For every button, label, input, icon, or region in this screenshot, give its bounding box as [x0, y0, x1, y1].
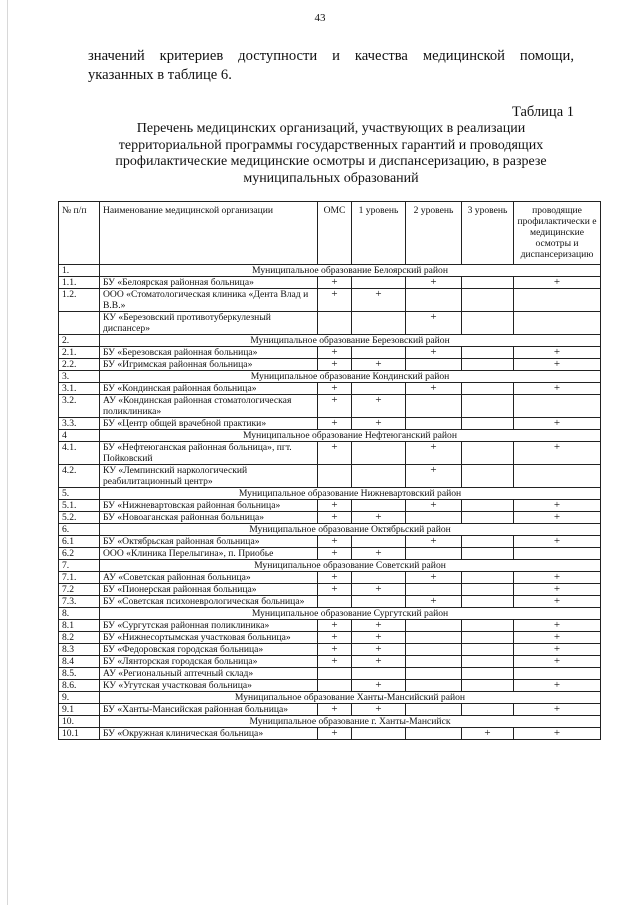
table-row	[59, 312, 601, 335]
oms-cell: +	[318, 572, 352, 584]
section-title: Муниципальное образование Кондинский район	[100, 371, 601, 383]
row-number: 9.1	[59, 704, 100, 716]
table-row	[59, 536, 601, 548]
level-2-cell: +	[406, 536, 462, 548]
level-3-cell	[462, 620, 514, 632]
table-row	[59, 512, 601, 524]
oms-cell: +	[318, 395, 352, 418]
level-2-cell	[406, 548, 462, 560]
section-number: 1.	[59, 265, 100, 277]
page-edge-line	[7, 0, 8, 905]
level-3-cell	[462, 548, 514, 560]
level-3-cell	[462, 512, 514, 524]
org-name: БУ «Игримская районная больница»	[100, 359, 318, 371]
level-1-cell: +	[352, 620, 406, 632]
section-title: Муниципальное образование г. Ханты-Мансийск	[100, 716, 601, 728]
section-number: 4	[59, 430, 100, 442]
level-1-cell	[352, 465, 406, 488]
header-prophylactic: проводящие профилактически е медицинские осмотры и диспансеризацию	[514, 202, 601, 265]
level-2-cell: +	[406, 312, 462, 335]
org-name: КУ «Лемпинский наркологический реабилитационный центр»	[100, 465, 318, 488]
prophylactic-cell: +	[514, 359, 601, 371]
level-1-cell: +	[352, 680, 406, 692]
table-title: Перечень медицинских организаций, участвующих в реализации территориальной программы государственных гарантий и проводящих профилактические медицинские осмотры и диспансеризацию, в разрезе муниципальных образований	[115, 121, 547, 186]
table-row	[59, 418, 601, 430]
table-row	[59, 596, 601, 608]
section-row	[59, 371, 601, 383]
table-row	[59, 704, 601, 716]
prophylactic-cell: +	[514, 277, 601, 289]
header-level-1: 1 уровень	[352, 202, 406, 265]
section-row	[59, 560, 601, 572]
level-2-cell	[406, 289, 462, 312]
level-3-cell	[462, 632, 514, 644]
oms-cell: +	[318, 632, 352, 644]
table-row	[59, 500, 601, 512]
section-number: 6.	[59, 524, 100, 536]
row-number: 6.1	[59, 536, 100, 548]
oms-cell: +	[318, 347, 352, 359]
section-title: Муниципальное образование Сургутский район	[100, 608, 601, 620]
section-row	[59, 265, 601, 277]
section-row	[59, 430, 601, 442]
prophylactic-cell: +	[514, 418, 601, 430]
org-name: БУ «Нижнесортымская участковая больница»	[100, 632, 318, 644]
org-name: БУ «Белоярская районная больница»	[100, 277, 318, 289]
section-title: Муниципальное образование Нефтеюганский район	[100, 430, 601, 442]
level-3-cell	[462, 277, 514, 289]
level-2-cell: +	[406, 500, 462, 512]
section-title: Муниципальное образование Нижневартовский район	[100, 488, 601, 500]
level-3-cell	[462, 656, 514, 668]
intro-line-2: указанных в таблице 6.	[88, 67, 232, 83]
row-number: 4.1.	[59, 442, 100, 465]
level-3-cell	[462, 465, 514, 488]
section-number: 9.	[59, 692, 100, 704]
table-row	[59, 728, 601, 740]
row-number	[59, 312, 100, 335]
level-2-cell	[406, 418, 462, 430]
oms-cell: +	[318, 536, 352, 548]
oms-cell: +	[318, 418, 352, 430]
prophylactic-cell: +	[514, 584, 601, 596]
section-row	[59, 488, 601, 500]
org-name: БУ «Нефтеюганская районная больница», пгт. Пойковский	[100, 442, 318, 465]
prophylactic-cell: +	[514, 536, 601, 548]
row-number: 1.1.	[59, 277, 100, 289]
org-name: АУ «Кондинская районная стоматологическая поликлиника»	[100, 395, 318, 418]
table-row	[59, 347, 601, 359]
level-2-cell: +	[406, 347, 462, 359]
prophylactic-cell: +	[514, 596, 601, 608]
row-number: 5.1.	[59, 500, 100, 512]
page-number: 43	[314, 12, 326, 24]
section-row	[59, 524, 601, 536]
row-number: 2.2.	[59, 359, 100, 371]
level-2-cell	[406, 512, 462, 524]
row-number: 7.1.	[59, 572, 100, 584]
table-row	[59, 668, 601, 680]
row-number: 8.1	[59, 620, 100, 632]
prophylactic-cell: +	[514, 680, 601, 692]
section-number: 7.	[59, 560, 100, 572]
org-name: ООО «Клиника Перелыгина», п. Приобье	[100, 548, 318, 560]
org-name: БУ «Кондинская районная больница»	[100, 383, 318, 395]
table-row	[59, 289, 601, 312]
level-3-cell	[462, 536, 514, 548]
level-1-cell: +	[352, 359, 406, 371]
prophylactic-cell: +	[514, 572, 601, 584]
level-1-cell: +	[352, 289, 406, 312]
oms-cell	[318, 668, 352, 680]
table-header-row	[59, 202, 601, 265]
prophylactic-cell: +	[514, 632, 601, 644]
intro-line-1: значений критериев доступности и качества медицинской помощи,	[88, 48, 574, 64]
org-name: БУ «Березовская районная больница»	[100, 347, 318, 359]
oms-cell: +	[318, 277, 352, 289]
level-1-cell: +	[352, 418, 406, 430]
level-1-cell: +	[352, 704, 406, 716]
prophylactic-cell: +	[514, 383, 601, 395]
header-name: Наименование медицинской организации	[100, 202, 318, 265]
level-3-cell	[462, 668, 514, 680]
level-2-cell: +	[406, 572, 462, 584]
row-number: 8.4	[59, 656, 100, 668]
table-row	[59, 680, 601, 692]
oms-cell: +	[318, 289, 352, 312]
table-row	[59, 572, 601, 584]
section-row	[59, 692, 601, 704]
level-3-cell	[462, 644, 514, 656]
org-name: БУ «Советская психоневрологическая больница»	[100, 596, 318, 608]
level-1-cell	[352, 536, 406, 548]
org-name: БУ «Октябрьская районная больница»	[100, 536, 318, 548]
org-name: БУ «Центр общей врачебной практики»	[100, 418, 318, 430]
table-row	[59, 584, 601, 596]
level-3-cell: +	[462, 728, 514, 740]
level-2-cell: +	[406, 442, 462, 465]
level-1-cell	[352, 728, 406, 740]
section-title: Муниципальное образование Березовский район	[100, 335, 601, 347]
level-1-cell	[352, 383, 406, 395]
row-number: 8.3	[59, 644, 100, 656]
section-number: 10.	[59, 716, 100, 728]
section-number: 2.	[59, 335, 100, 347]
level-2-cell	[406, 584, 462, 596]
level-2-cell: +	[406, 277, 462, 289]
org-name: БУ «Лянторская городская больница»	[100, 656, 318, 668]
section-title: Муниципальное образование Советский район	[100, 560, 601, 572]
level-1-cell	[352, 572, 406, 584]
level-1-cell	[352, 277, 406, 289]
oms-cell	[318, 465, 352, 488]
intro-paragraph	[88, 47, 574, 85]
row-number: 2.1.	[59, 347, 100, 359]
prophylactic-cell	[514, 465, 601, 488]
section-title: Муниципальное образование Октябрьский район	[100, 524, 601, 536]
prophylactic-cell: +	[514, 644, 601, 656]
level-1-cell	[352, 668, 406, 680]
level-3-cell	[462, 704, 514, 716]
level-1-cell: +	[352, 548, 406, 560]
level-2-cell: +	[406, 465, 462, 488]
section-number: 8.	[59, 608, 100, 620]
row-number: 3.3.	[59, 418, 100, 430]
organizations-table	[58, 201, 601, 740]
prophylactic-cell: +	[514, 512, 601, 524]
org-name: БУ «Новоаганская районная больница»	[100, 512, 318, 524]
oms-cell: +	[318, 620, 352, 632]
table-row	[59, 644, 601, 656]
table-row	[59, 465, 601, 488]
table-number: Таблица 1	[511, 104, 574, 120]
oms-cell	[318, 680, 352, 692]
section-title: Муниципальное образование Ханты-Мансийский район	[100, 692, 601, 704]
section-number: 3.	[59, 371, 100, 383]
header-num: № п/п	[59, 202, 100, 265]
table-row	[59, 442, 601, 465]
level-2-cell	[406, 680, 462, 692]
level-1-cell: +	[352, 644, 406, 656]
level-1-cell: +	[352, 656, 406, 668]
level-2-cell	[406, 668, 462, 680]
table-row	[59, 359, 601, 371]
org-name: АУ «Региональный аптечный склад»	[100, 668, 318, 680]
level-3-cell	[462, 680, 514, 692]
row-number: 8.2	[59, 632, 100, 644]
level-1-cell	[352, 596, 406, 608]
prophylactic-cell	[514, 395, 601, 418]
prophylactic-cell	[514, 312, 601, 335]
level-1-cell	[352, 312, 406, 335]
level-2-cell	[406, 395, 462, 418]
prophylactic-cell: +	[514, 704, 601, 716]
header-level-3: 3 уровень	[462, 202, 514, 265]
org-name: БУ «Ханты-Мансийская районная больница»	[100, 704, 318, 716]
oms-cell	[318, 312, 352, 335]
row-number: 3.2.	[59, 395, 100, 418]
level-3-cell	[462, 584, 514, 596]
oms-cell: +	[318, 704, 352, 716]
level-2-cell	[406, 359, 462, 371]
org-name: КУ «Угутская участковая больница»	[100, 680, 318, 692]
prophylactic-cell: +	[514, 347, 601, 359]
section-row	[59, 335, 601, 347]
org-name: БУ «Окружная клиническая больница»	[100, 728, 318, 740]
level-3-cell	[462, 359, 514, 371]
prophylactic-cell: +	[514, 500, 601, 512]
level-2-cell: +	[406, 596, 462, 608]
org-name: БУ «Сургутская районная поликлиника»	[100, 620, 318, 632]
level-2-cell	[406, 632, 462, 644]
level-3-cell	[462, 395, 514, 418]
level-3-cell	[462, 500, 514, 512]
row-number: 1.2.	[59, 289, 100, 312]
prophylactic-cell: +	[514, 656, 601, 668]
org-name: ООО «Стоматологическая клиника «Дента Влад и В.В.»	[100, 289, 318, 312]
org-name: БУ «Нижневартовская районная больница»	[100, 500, 318, 512]
prophylactic-cell: +	[514, 442, 601, 465]
section-row	[59, 716, 601, 728]
level-1-cell: +	[352, 395, 406, 418]
oms-cell: +	[318, 500, 352, 512]
prophylactic-cell: +	[514, 728, 601, 740]
table-row	[59, 632, 601, 644]
level-1-cell	[352, 347, 406, 359]
oms-cell: +	[318, 442, 352, 465]
level-3-cell	[462, 347, 514, 359]
oms-cell: +	[318, 512, 352, 524]
table-row	[59, 383, 601, 395]
level-3-cell	[462, 596, 514, 608]
level-3-cell	[462, 572, 514, 584]
level-2-cell: +	[406, 383, 462, 395]
level-3-cell	[462, 418, 514, 430]
oms-cell: +	[318, 548, 352, 560]
oms-cell: +	[318, 644, 352, 656]
row-number: 10.1	[59, 728, 100, 740]
level-1-cell: +	[352, 632, 406, 644]
level-3-cell	[462, 312, 514, 335]
oms-cell: +	[318, 584, 352, 596]
prophylactic-cell	[514, 289, 601, 312]
level-1-cell	[352, 442, 406, 465]
row-number: 6.2	[59, 548, 100, 560]
org-name: БУ «Федоровская городская больница»	[100, 644, 318, 656]
table-row	[59, 548, 601, 560]
level-1-cell: +	[352, 512, 406, 524]
oms-cell: +	[318, 656, 352, 668]
table-row	[59, 620, 601, 632]
row-number: 4.2.	[59, 465, 100, 488]
oms-cell	[318, 596, 352, 608]
section-row	[59, 608, 601, 620]
level-1-cell	[352, 500, 406, 512]
prophylactic-cell	[514, 548, 601, 560]
oms-cell: +	[318, 728, 352, 740]
row-number: 5.2.	[59, 512, 100, 524]
level-2-cell	[406, 620, 462, 632]
level-2-cell	[406, 728, 462, 740]
level-3-cell	[462, 383, 514, 395]
prophylactic-cell: +	[514, 620, 601, 632]
level-2-cell	[406, 704, 462, 716]
level-2-cell	[406, 644, 462, 656]
org-name: КУ «Березовский противотуберкулезный диспансер»	[100, 312, 318, 335]
table-row	[59, 277, 601, 289]
row-number: 3.1.	[59, 383, 100, 395]
oms-cell: +	[318, 359, 352, 371]
row-number: 7.3.	[59, 596, 100, 608]
section-number: 5.	[59, 488, 100, 500]
row-number: 8.6.	[59, 680, 100, 692]
prophylactic-cell	[514, 668, 601, 680]
row-number: 8.5.	[59, 668, 100, 680]
level-2-cell	[406, 656, 462, 668]
table-row	[59, 395, 601, 418]
org-name: БУ «Пионерская районная больница»	[100, 584, 318, 596]
org-name: АУ «Советская районная больница»	[100, 572, 318, 584]
level-1-cell: +	[352, 584, 406, 596]
table-body	[59, 265, 601, 740]
level-3-cell	[462, 289, 514, 312]
oms-cell: +	[318, 383, 352, 395]
table-row	[59, 656, 601, 668]
section-title: Муниципальное образование Белоярский район	[100, 265, 601, 277]
row-number: 7.2	[59, 584, 100, 596]
level-3-cell	[462, 442, 514, 465]
header-level-2: 2 уровень	[406, 202, 462, 265]
header-oms: ОМС	[318, 202, 352, 265]
